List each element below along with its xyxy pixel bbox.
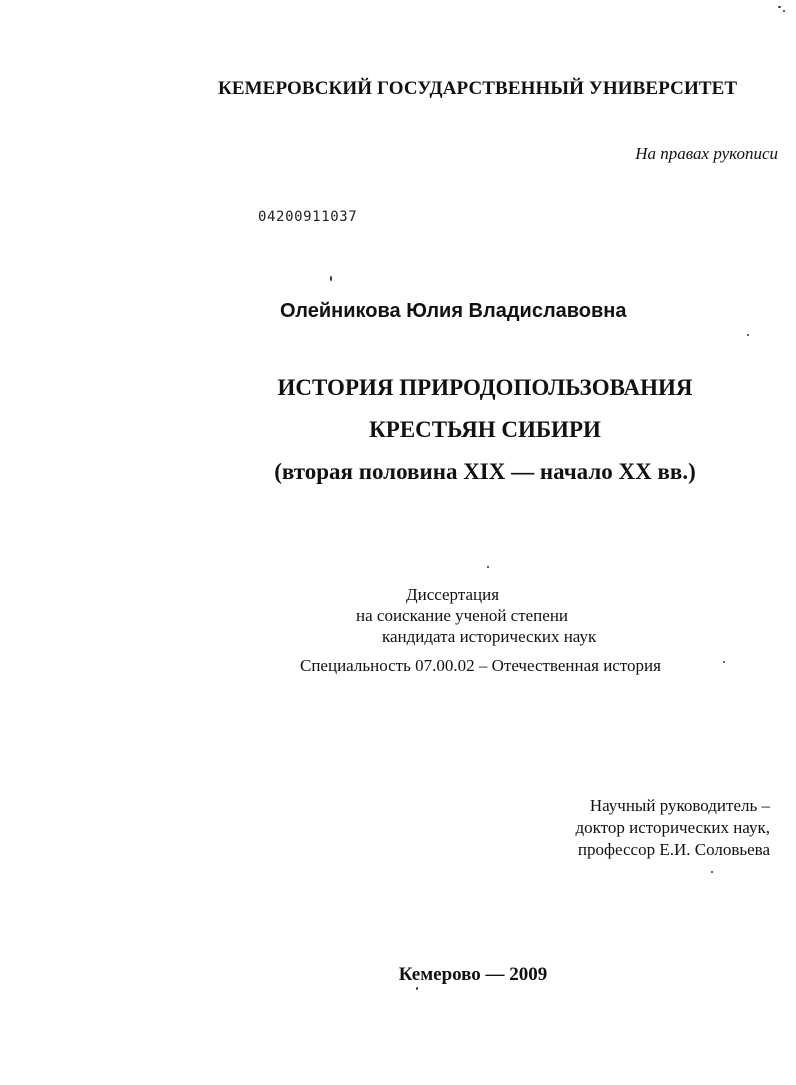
scan-speck xyxy=(416,987,418,990)
dissertation-specialty: Специальность 07.00.02 – Отечественная история xyxy=(300,656,661,675)
scan-speck xyxy=(330,276,332,281)
supervisor-degree: доктор исторических наук, xyxy=(575,818,770,837)
registration-code: 04200911037 xyxy=(258,209,358,225)
author-name: Олейникова Юлия Владиславовна xyxy=(280,300,627,322)
dissertation-degree: кандидата исторических наук xyxy=(382,627,597,646)
scan-speck xyxy=(783,10,785,12)
supervisor-role: Научный руководитель – xyxy=(589,796,770,815)
scan-speck xyxy=(778,6,781,8)
university-name: КЕМЕРОВСКИЙ ГОСУДАРСТВЕННЫЙ УНИВЕРСИТЕТ xyxy=(218,78,738,99)
manuscript-rights-note: На правах рукописи xyxy=(635,144,778,163)
scan-speck xyxy=(487,566,489,568)
title-line-1: ИСТОРИЯ ПРИРОДОПОЛЬЗОВАНИЯ xyxy=(277,375,693,400)
dissertation-info xyxy=(300,584,710,676)
supervisor-name: профессор Е.И. Соловьева xyxy=(577,840,770,859)
scan-speck xyxy=(723,661,725,663)
supervisor-block xyxy=(530,795,770,861)
dissertation-title xyxy=(200,367,770,493)
dissertation-purpose: на соискание ученой степени xyxy=(356,606,569,625)
title-line-2: КРЕСТЬЯН СИБИРИ xyxy=(369,417,601,442)
title-line-3: (вторая половина XIX — начало XX вв.) xyxy=(274,459,696,484)
dissertation-type: Диссертация xyxy=(406,585,500,604)
scan-speck xyxy=(711,871,713,873)
city-year: Кемерово — 2009 xyxy=(398,964,548,985)
scan-speck xyxy=(747,334,749,336)
